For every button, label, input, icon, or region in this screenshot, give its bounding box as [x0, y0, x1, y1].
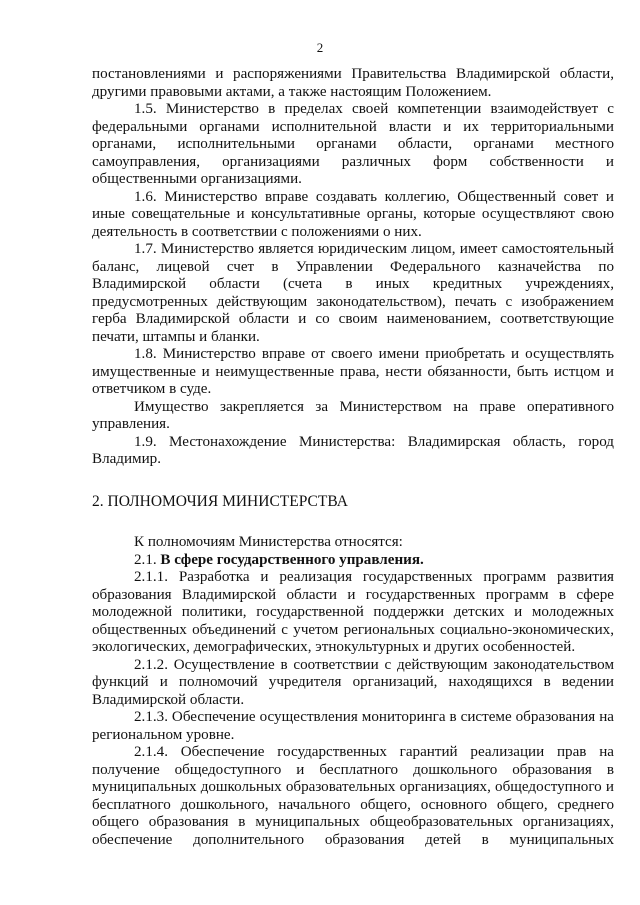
paragraph-2-1-2: 2.1.2. Осуществление в соответствии с действующим законодательством функций и полномочий учредителя организаций, находящихся в ведении Владимирской области. — [92, 656, 614, 708]
paragraph-1-4-continuation: постановлениями и распоряжениями Правительства Владимирской области, другими правовыми актами, а также настоящим Положением. — [92, 66, 614, 100]
paragraph-1-9: 1.9. Местонахождение Министерства: Владимирская область, город Владимир. — [92, 433, 614, 467]
paragraph-2-1-1: 2.1.1. Разработка и реализация государственных программ развития образования Владимирской области и государственных программ в сфере молодежной политики, государственной поддержки детских и молодежных общественных объединений с учетом региональных социально-экономических, экологических, демографических, этнокультурных и других особенностей. — [92, 569, 614, 655]
subsection-2-1-number: 2.1. — [134, 551, 161, 568]
paragraph-1-8: 1.8. Министерство вправе от своего имени приобретать и осуществлять имущественные и неимущественные права, нести обязанности, быть истцом и ответчиком в суде. — [92, 346, 614, 397]
section-2-title: 2. ПОЛНОМОЧИЯ МИНИСТЕРСТВА — [92, 492, 348, 510]
paragraph-2-1-4: 2.1.4. Обеспечение государственных гарантий реализации прав на получение общедоступного и бесплатного дошкольного образования в муниципальных дошкольных образовательных организациях, общедоступного и бесплатного дошкольного, начального общего, основного общего, среднего общего образования в муниципальных общеобразовательных организациях, обеспечение дополнительного образования детей в муниципальных — [92, 744, 614, 848]
paragraph-1-7: 1.7. Министерство является юридическим лицом, имеет самостоятельный баланс, лицевой счет в Управлении Федерального казначейства по Владимирской области (счета в иных кредитных учреждениях, предусмотренных действующим законодательством), печать с изображением герба Владимирской области и со своим наименованием, соответствующие печати, штампы и бланки. — [92, 241, 614, 345]
page-number: 2 — [316, 40, 324, 55]
paragraph-1-6: 1.6. Министерство вправе создавать коллегию, Общественный совет и иные совещательные и консультативные органы, которые осуществляют свою деятельность в соответствии с положениями о них. — [92, 188, 614, 240]
paragraph-property: Имущество закрепляется за Министерством на праве оперативного управления. — [92, 398, 614, 432]
section-2-intro: К полномочиям Министерства относятся: — [134, 534, 403, 550]
subsection-2-1-title: В сфере государственного управления. — [160, 551, 424, 568]
paragraph-2-1-3: 2.1.3. Обеспечение осуществления мониторинга в системе образования на региональном уровне. — [92, 709, 614, 743]
document-body — [92, 66, 614, 849]
subsection-2-1-heading — [92, 552, 614, 570]
paragraph-1-5: 1.5. Министерство в пределах своей компетенции взаимодействует с федеральными органами исполнительной власти и их территориальными органами, исполнительными органами области, органами местного самоуправления, организациями различных форм собственности и общественными организациями. — [92, 101, 614, 187]
